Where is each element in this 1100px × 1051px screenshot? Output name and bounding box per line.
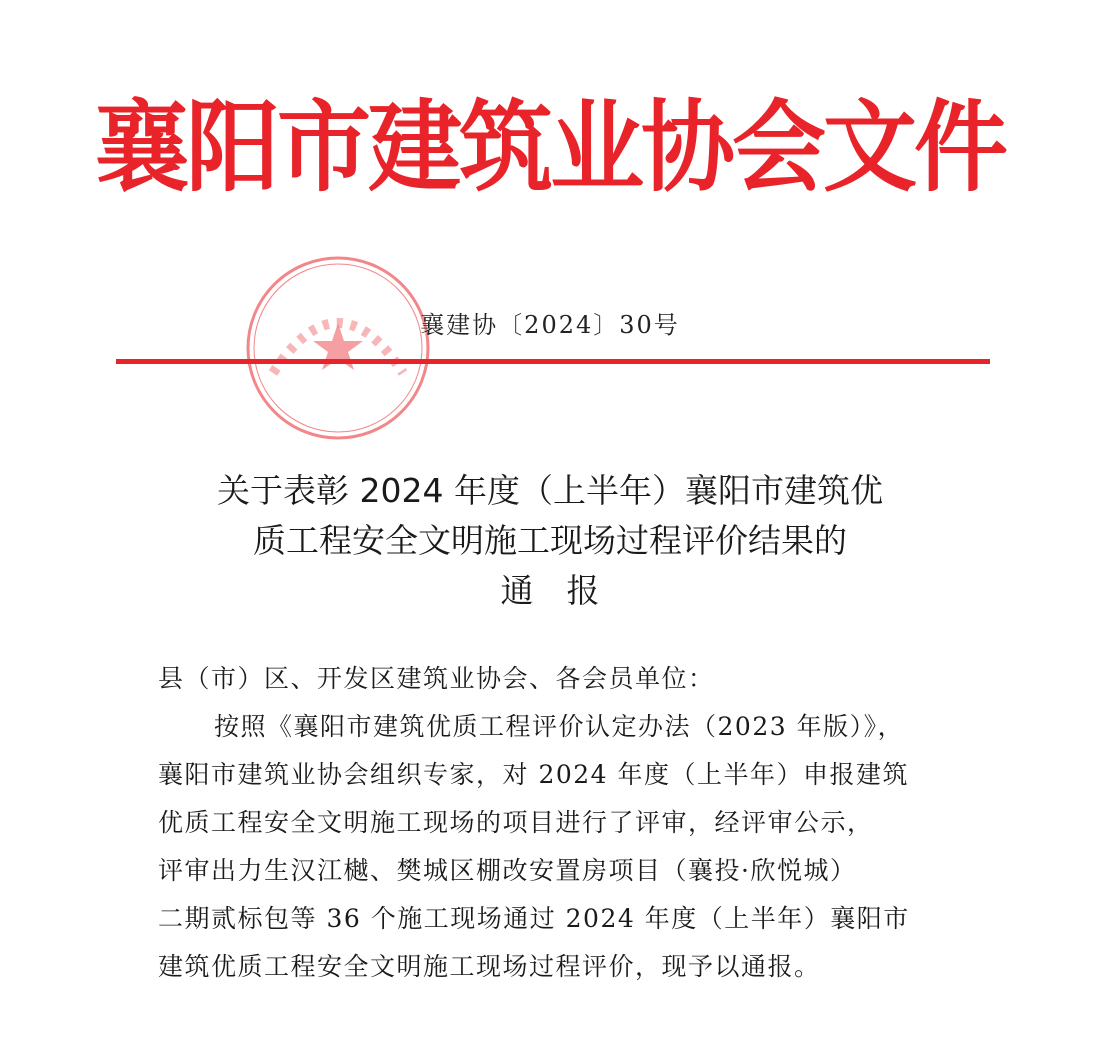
body-line: 建筑优质工程安全文明施工现场过程评价，现予以通报。 bbox=[158, 952, 821, 981]
body-line: 按照《襄阳市建筑优质工程评价认定办法（2023 年版）》， bbox=[214, 712, 905, 741]
body-line: 二期贰标包等 36 个施工现场通过 2024 年度（上半年）襄阳市 bbox=[158, 904, 910, 933]
notice-title bbox=[0, 466, 1100, 616]
body-line: 评审出力生汉江樾、樊城区棚改安置房项目（襄投·欣悦城） bbox=[158, 856, 857, 885]
masthead-title: 襄阳市建筑业协会文件 bbox=[94, 90, 1005, 206]
body-line: 襄阳市建筑业协会组织专家，对 2024 年度（上半年）申报建筑 bbox=[158, 760, 910, 789]
title-line-2: 质工程安全文明施工现场过程评价结果的 bbox=[253, 521, 847, 560]
body-line: 优质工程安全文明施工现场的项目进行了评审，经评审公示， bbox=[158, 808, 874, 837]
red-divider-line bbox=[116, 359, 990, 364]
document-number: 襄建协〔2024〕30号 bbox=[420, 311, 680, 339]
title-line-3: 通 报 bbox=[500, 571, 600, 610]
notice-body bbox=[158, 655, 958, 991]
title-line-1: 关于表彰 2024 年度（上半年）襄阳市建筑优 bbox=[217, 471, 883, 510]
organization-seal bbox=[243, 253, 433, 443]
salutation: 县（市）区、开发区建筑业协会、各会员单位： bbox=[158, 664, 715, 693]
